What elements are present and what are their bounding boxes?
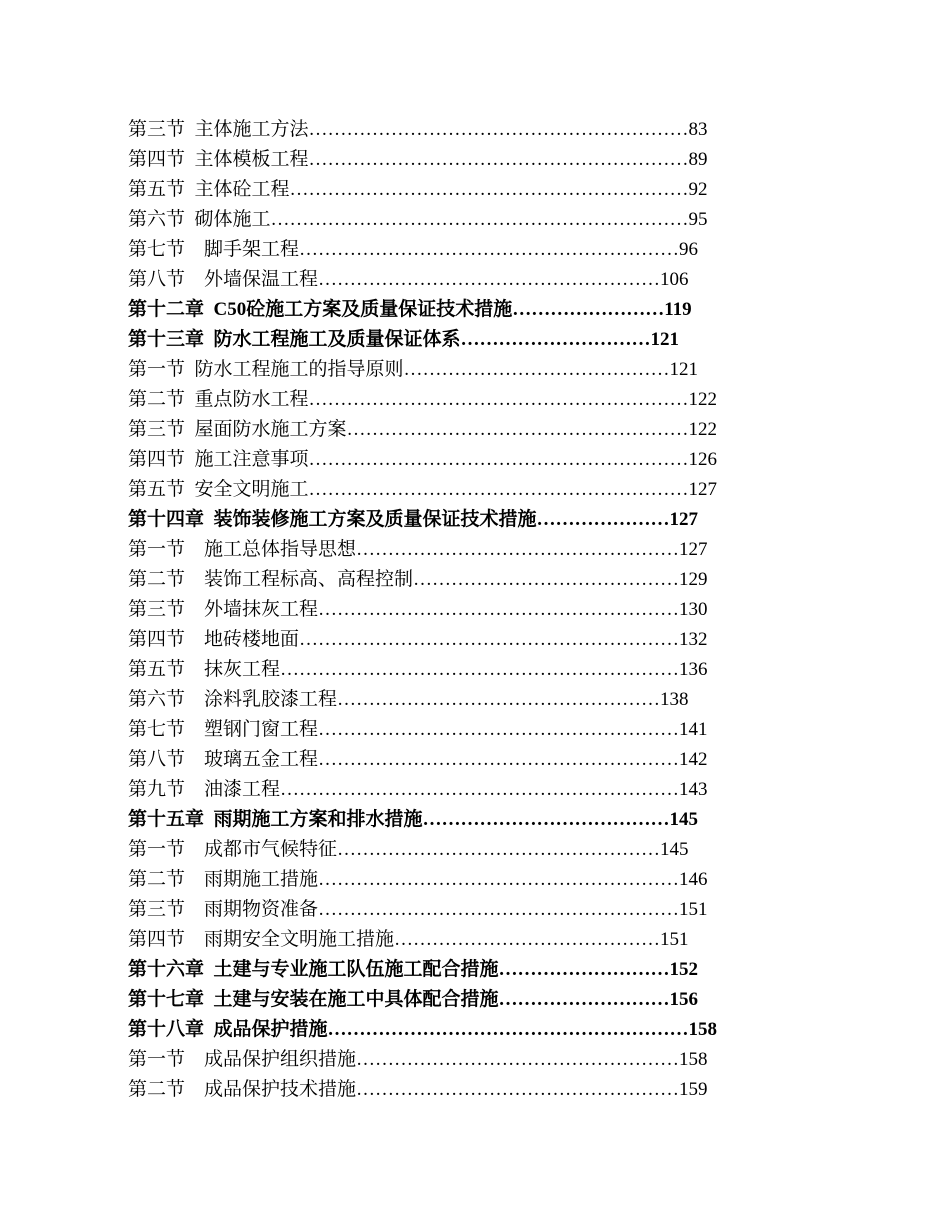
toc-page-number: 122 [688, 389, 718, 410]
toc-page-number: 143 [679, 779, 708, 800]
toc-leader-dots: …………………………………………………… [308, 389, 689, 410]
toc-entry-title: 第二节 重点防水工程 [128, 389, 309, 410]
toc-section-entry [128, 265, 808, 295]
toc-page-number: 151 [660, 929, 689, 950]
toc-page-number: 142 [679, 749, 708, 770]
toc-page-number: 129 [679, 569, 708, 590]
toc-section-entry [128, 775, 808, 805]
toc-page-number: 106 [660, 269, 689, 290]
toc-section-entry [128, 115, 808, 145]
toc-leader-dots: …………………………………………… [356, 1079, 680, 1100]
toc-page-number: 152 [669, 959, 699, 980]
toc-entry-title: 第二节 装饰工程标高、高程控制 [128, 569, 414, 590]
toc-entry-title: 第四节 施工注意事项 [128, 449, 309, 470]
toc-leader-dots: ………………………………………………… [318, 869, 680, 890]
toc-leader-dots: ……………………………………………………… [289, 179, 689, 200]
toc-section-entry [128, 235, 808, 265]
toc-leader-dots: …………………………………… [413, 569, 680, 590]
toc-page-number: 121 [650, 329, 680, 350]
toc-entry-title: 第四节 主体模板工程 [128, 149, 309, 170]
toc-page-number: 127 [688, 479, 718, 500]
toc-page-number: 145 [660, 839, 689, 860]
toc-leader-dots: …………………………………………… [356, 1049, 680, 1070]
toc-section-entry [128, 865, 808, 895]
toc-leader-dots: …………………………………… [394, 929, 661, 950]
toc-leader-dots: ……………………… [498, 959, 670, 980]
toc-leader-dots: ……………………………………………… [346, 419, 689, 440]
toc-chapter-entry [128, 325, 808, 355]
toc-section-entry [128, 925, 808, 955]
table-of-contents [128, 115, 808, 1105]
toc-section-entry [128, 595, 808, 625]
toc-entry-title: 第三节 主体施工方法 [128, 119, 309, 140]
toc-page-number: 89 [688, 149, 708, 170]
toc-section-entry [128, 655, 808, 685]
toc-page-number: 95 [688, 209, 708, 230]
toc-leader-dots: …………………………………………………… [299, 239, 680, 260]
toc-chapter-entry [128, 295, 808, 325]
toc-section-entry [128, 835, 808, 865]
toc-leader-dots: ……………………………………………………… [280, 659, 680, 680]
toc-entry-title: 第十二章 C50砼施工方案及质量保证技术措施 [128, 299, 513, 320]
toc-leader-dots: ………………………………………………… [318, 749, 680, 770]
toc-page-number: 138 [660, 689, 689, 710]
toc-entry-title: 第十三章 防水工程施工及质量保证体系 [128, 329, 461, 350]
toc-leader-dots: …………………………………………………… [308, 119, 689, 140]
toc-section-entry [128, 445, 808, 475]
toc-leader-dots: …………………………………………………… [299, 629, 680, 650]
toc-entry-title: 第三节 雨期物资准备 [128, 899, 319, 920]
toc-leader-dots: …………………………………… [403, 359, 670, 380]
toc-page-number: 92 [688, 179, 708, 200]
toc-entry-title: 第一节 施工总体指导思想 [128, 539, 357, 560]
toc-entry-title: 第十四章 装饰装修施工方案及质量保证技术措施 [128, 509, 537, 530]
toc-entry-title: 第十五章 雨期施工方案和排水措施 [128, 809, 423, 830]
toc-entry-title: 第四节 雨期安全文明施工措施 [128, 929, 395, 950]
toc-leader-dots: …………………… [512, 299, 665, 320]
toc-page-number: 136 [679, 659, 708, 680]
toc-leader-dots: ……………………………………………… [318, 269, 661, 290]
toc-chapter-entry [128, 955, 808, 985]
toc-page-number: 158 [679, 1049, 708, 1070]
toc-page-number: 151 [679, 899, 708, 920]
toc-entry-title: 第八节 外墙保温工程 [128, 269, 319, 290]
toc-entry-title: 第五节 安全文明施工 [128, 479, 309, 500]
toc-leader-dots: ………………………………………………… [327, 1019, 689, 1040]
toc-page-number: 145 [669, 809, 699, 830]
toc-leader-dots: …………………………………………………… [308, 479, 689, 500]
toc-page-number: 127 [679, 539, 708, 560]
toc-chapter-entry [128, 805, 808, 835]
toc-page-number: 121 [669, 359, 699, 380]
toc-leader-dots: …………………………………………… [337, 839, 661, 860]
toc-section-entry [128, 685, 808, 715]
toc-leader-dots: ………………………………………………… [318, 599, 680, 620]
toc-leader-dots: ………………………………… [422, 809, 670, 830]
toc-entry-title: 第三节 屋面防水施工方案 [128, 419, 347, 440]
toc-section-entry [128, 175, 808, 205]
toc-leader-dots: ……………………… [498, 989, 670, 1010]
toc-section-entry [128, 625, 808, 655]
toc-entry-title: 第三节 外墙抹灰工程 [128, 599, 319, 620]
toc-entry-title: 第一节 防水工程施工的指导原则 [128, 359, 404, 380]
toc-leader-dots: ………………………… [460, 329, 651, 350]
toc-page-number: 159 [679, 1079, 708, 1100]
toc-leader-dots: ………………………………………………… [318, 719, 680, 740]
toc-page-number: 141 [679, 719, 708, 740]
toc-leader-dots: ………………………………………………………… [270, 209, 689, 230]
toc-entry-title: 第六节 涂料乳胶漆工程 [128, 689, 338, 710]
toc-entry-title: 第二节 成品保护技术措施 [128, 1079, 357, 1100]
toc-entry-title: 第十六章 土建与专业施工队伍施工配合措施 [128, 959, 499, 980]
toc-chapter-entry [128, 1015, 808, 1045]
toc-page-number: 127 [669, 509, 699, 530]
toc-entry-title: 第十七章 土建与安装在施工中具体配合措施 [128, 989, 499, 1010]
toc-leader-dots: ………………… [536, 509, 670, 530]
toc-section-entry [128, 355, 808, 385]
toc-chapter-entry [128, 985, 808, 1015]
toc-leader-dots: …………………………………………………… [308, 449, 689, 470]
toc-entry-title: 第八节 玻璃五金工程 [128, 749, 319, 770]
toc-page-number: 156 [669, 989, 699, 1010]
toc-entry-title: 第五节 主体砼工程 [128, 179, 290, 200]
toc-section-entry [128, 565, 808, 595]
toc-entry-title: 第六节 砌体施工 [128, 209, 271, 230]
toc-leader-dots: ……………………………………………………… [280, 779, 680, 800]
toc-entry-title: 第二节 雨期施工措施 [128, 869, 319, 890]
toc-leader-dots: …………………………………………………… [308, 149, 689, 170]
toc-entry-title: 第七节 脚手架工程 [128, 239, 300, 260]
toc-section-entry [128, 145, 808, 175]
toc-page-number: 119 [664, 299, 692, 320]
toc-section-entry [128, 535, 808, 565]
toc-entry-title: 第一节 成品保护组织措施 [128, 1049, 357, 1070]
toc-leader-dots: ………………………………………………… [318, 899, 680, 920]
toc-page-number: 146 [679, 869, 708, 890]
toc-section-entry [128, 1045, 808, 1075]
toc-leader-dots: …………………………………………… [356, 539, 680, 560]
toc-page-number: 130 [679, 599, 708, 620]
toc-entry-title: 第十八章 成品保护措施 [128, 1019, 328, 1040]
toc-entry-title: 第一节 成都市气候特征 [128, 839, 338, 860]
toc-page-number: 132 [679, 629, 708, 650]
toc-page-number: 122 [688, 419, 718, 440]
toc-section-entry [128, 385, 808, 415]
toc-section-entry [128, 415, 808, 445]
toc-page-number: 96 [679, 239, 699, 260]
toc-entry-title: 第五节 抹灰工程 [128, 659, 281, 680]
toc-section-entry [128, 895, 808, 925]
toc-section-entry [128, 205, 808, 235]
toc-page-number: 158 [688, 1019, 718, 1040]
toc-entry-title: 第四节 地砖楼地面 [128, 629, 300, 650]
toc-page-number: 126 [688, 449, 718, 470]
toc-section-entry [128, 1075, 808, 1105]
toc-leader-dots: …………………………………………… [337, 689, 661, 710]
toc-page-number: 83 [688, 119, 708, 140]
toc-entry-title: 第七节 塑钢门窗工程 [128, 719, 319, 740]
toc-section-entry [128, 715, 808, 745]
toc-chapter-entry [128, 505, 808, 535]
toc-section-entry [128, 475, 808, 505]
toc-entry-title: 第九节 油漆工程 [128, 779, 281, 800]
toc-section-entry [128, 745, 808, 775]
